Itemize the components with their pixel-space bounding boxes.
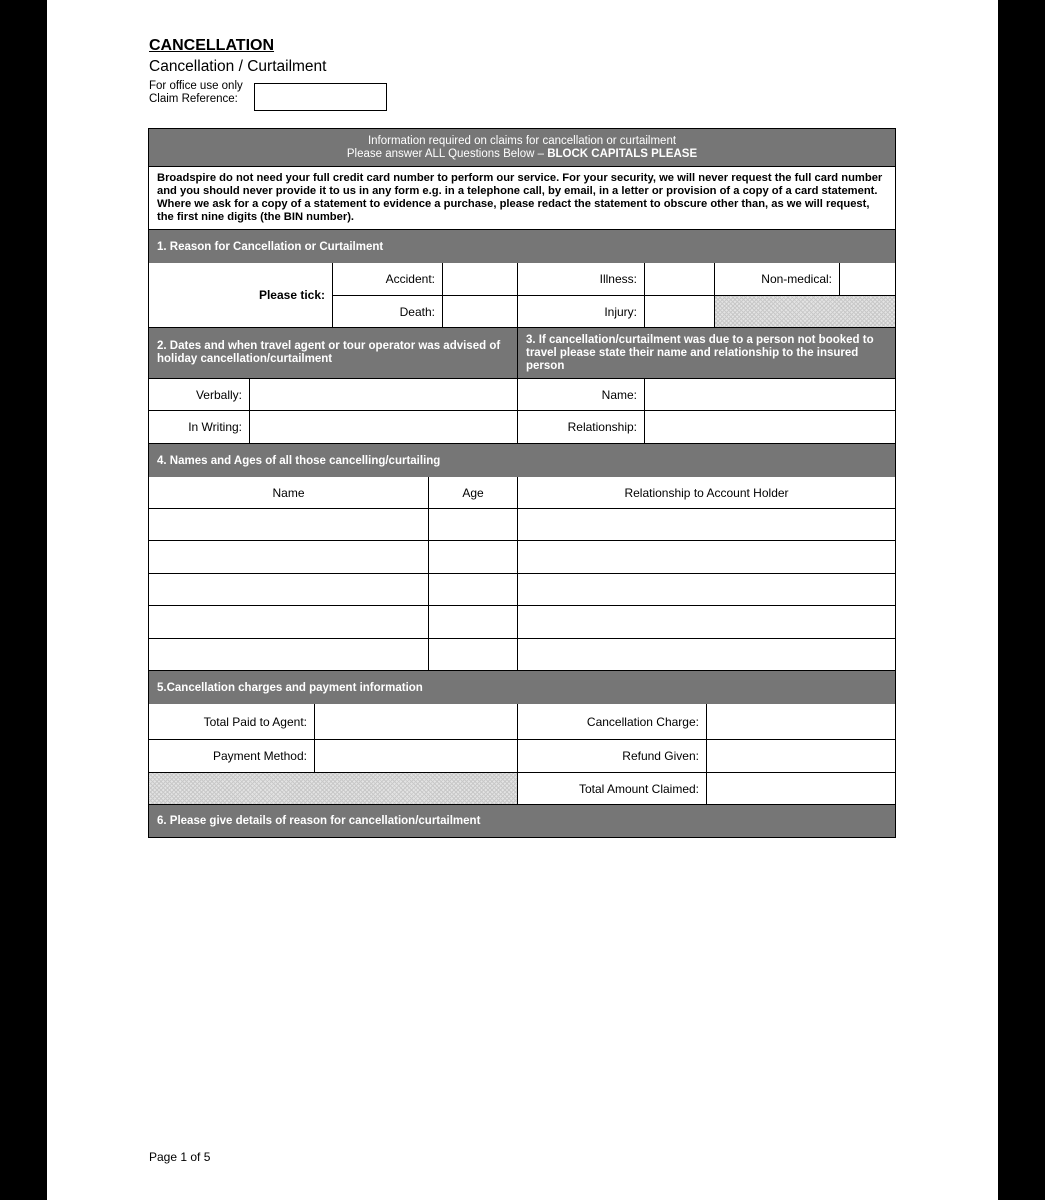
office-use-text: For office use only [149, 80, 243, 92]
total-paid-input[interactable] [315, 704, 518, 739]
relationship-input[interactable] [645, 411, 895, 443]
relationship-label: Relationship: [518, 411, 645, 443]
hatched-blank [715, 296, 895, 327]
column-name: Name [149, 477, 429, 508]
row-2-relationship-input[interactable] [518, 541, 895, 573]
row-1-relationship-input[interactable] [518, 509, 895, 540]
row-4-age-input[interactable] [429, 606, 518, 638]
payment-method-label: Payment Method: [149, 740, 315, 772]
row-4-name-input[interactable] [149, 606, 429, 638]
row-3-name-input[interactable] [149, 574, 429, 605]
hatched-blank [149, 773, 518, 804]
non-medical-checkbox[interactable] [840, 263, 895, 295]
in-writing-input[interactable] [250, 411, 518, 443]
claim-form [148, 128, 896, 838]
section-3-header: 3. If cancellation/curtailment was due to a person not booked to travel please state their name and relationship to the insured person [518, 328, 895, 378]
injury-checkbox[interactable] [645, 296, 715, 327]
row-1-name-input[interactable] [149, 509, 429, 540]
refund-given-input[interactable] [707, 740, 895, 772]
payment-method-input[interactable] [315, 740, 518, 772]
block-capitals-note: BLOCK CAPITALS PLEASE [547, 148, 698, 160]
total-paid-label: Total Paid to Agent: [149, 704, 315, 739]
form-title: CANCELLATION [149, 37, 275, 54]
death-label: Death: [333, 296, 443, 327]
row-3-relationship-input[interactable] [518, 574, 895, 605]
section-2-header: 2. Dates and when travel agent or tour operator was advised of holiday cancellation/curtailment [149, 328, 518, 378]
info-line-2 [149, 148, 895, 161]
row-5-name-input[interactable] [149, 639, 429, 670]
office-use-label [149, 80, 243, 106]
cancellation-charge-input[interactable] [707, 704, 895, 739]
total-claimed-label: Total Amount Claimed: [518, 773, 707, 804]
row-2-name-input[interactable] [149, 541, 429, 573]
info-line-2-prefix: Please answer ALL Questions Below – [346, 148, 548, 160]
row-5-age-input[interactable] [429, 639, 518, 670]
claim-reference-input[interactable] [254, 83, 387, 111]
row-1-age-input[interactable] [429, 509, 518, 540]
cancellation-charge-label: Cancellation Charge: [518, 704, 707, 739]
table-row [149, 606, 895, 639]
injury-label: Injury: [518, 296, 645, 327]
info-line-1: Information required on claims for cancellation or curtailment [367, 135, 677, 147]
table-row [149, 509, 895, 541]
death-checkbox[interactable] [443, 296, 518, 327]
section-6-header: 6. Please give details of reason for cancellation/curtailment [149, 805, 895, 837]
accident-label: Accident: [333, 263, 443, 295]
non-medical-label: Non-medical: [715, 263, 840, 295]
row-4-relationship-input[interactable] [518, 606, 895, 638]
table-row [149, 541, 895, 574]
column-age: Age [429, 477, 518, 508]
table-row [149, 574, 895, 606]
accident-checkbox[interactable] [443, 263, 518, 295]
please-tick-label: Please tick: [149, 263, 333, 327]
security-note: Broadspire do not need your full credit card number to perform our service. For your security, we will never request the full card number and you should never provide it to us in any form e.g. in a telephone call, by email, in a letter or provision of a copy of a card statement. Where we ask for a copy of a statement to evidence a purchase, please redact the statement to obscure other than, as we will request, the first nine digits (the BIN number). [149, 167, 895, 230]
table-row [149, 639, 895, 671]
reason-tick-block [149, 263, 895, 328]
verbally-input[interactable] [250, 379, 518, 410]
page-number: Page 1 of 5 [149, 1150, 211, 1164]
section-4-header: 4. Names and Ages of all those cancelling/curtailing [149, 444, 895, 477]
section-1-header: 1. Reason for Cancellation or Curtailment [149, 230, 895, 263]
claim-reference-label: Claim Reference: [149, 93, 238, 105]
total-claimed-input[interactable] [707, 773, 895, 804]
illness-label: Illness: [518, 263, 645, 295]
section-5-header: 5.Cancellation charges and payment information [149, 671, 895, 704]
refund-given-label: Refund Given: [518, 740, 707, 772]
verbally-label: Verbally: [149, 379, 250, 410]
name-label: Name: [518, 379, 645, 410]
name-input[interactable] [645, 379, 895, 410]
row-3-age-input[interactable] [429, 574, 518, 605]
document-page [47, 0, 998, 1200]
form-subtitle: Cancellation / Curtailment [149, 58, 327, 75]
info-header [149, 129, 895, 167]
column-relationship: Relationship to Account Holder [624, 485, 789, 500]
row-2-age-input[interactable] [429, 541, 518, 573]
in-writing-label: In Writing: [149, 411, 250, 443]
illness-checkbox[interactable] [645, 263, 715, 295]
row-5-relationship-input[interactable] [518, 639, 895, 670]
